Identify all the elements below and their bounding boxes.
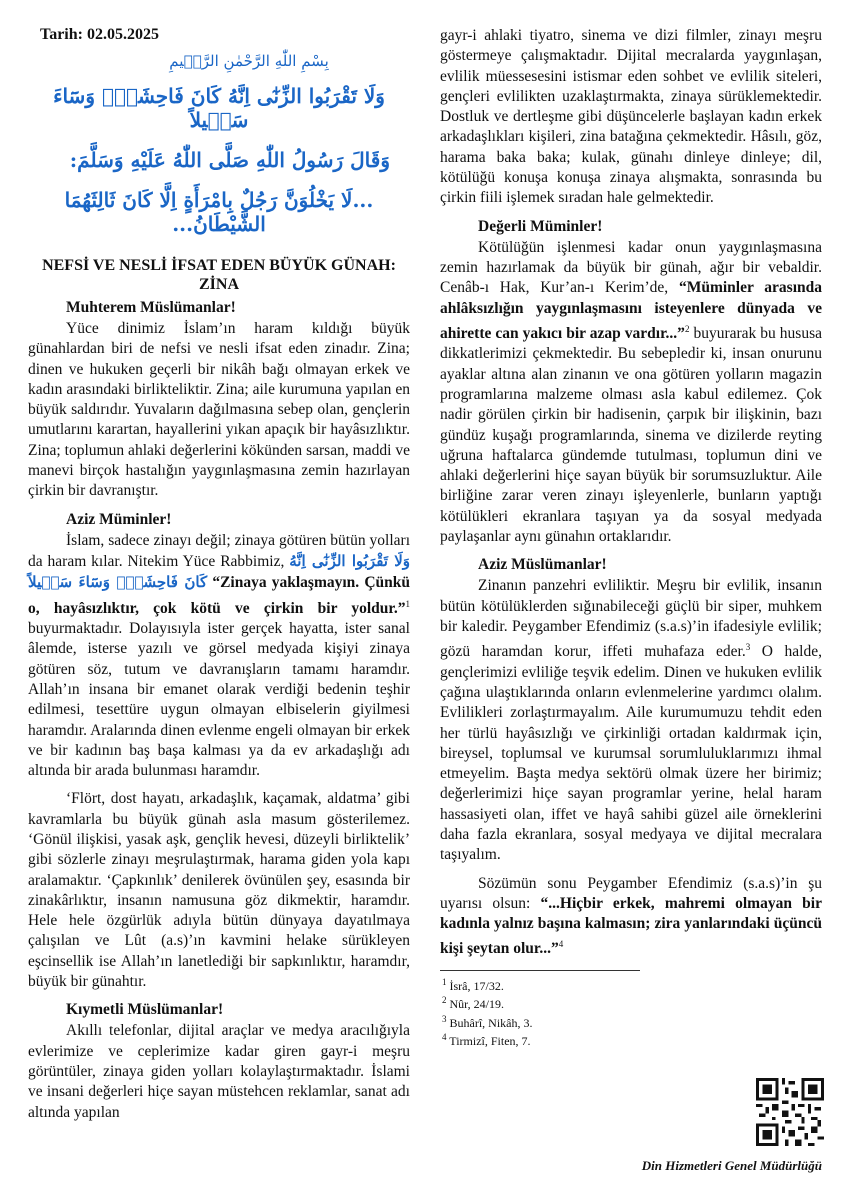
footnote-text: Tirmizî, Fiten, 7. <box>449 1034 531 1049</box>
paragraph-text: O halde, gençlerimizi evliliğe teşvik edelim. Dinen ve hukuken evlilik çağına ulaştıklarında onların evlenmelerine yardımcı olalım. Evlilikleri zorlaştırmayalım. Aile kurumumuzu tehdit eden her türlü hayâsızlığı ve çirkinliği ortadan kaldırmak için, bireysel, toplumsal ve kurumsal sorumluluklarımızı ihmal etmeyelim. Başta medya sektörü olmak üzere her birimiz; değerlerimizi hiçe sayan programlar yerine, helal haram hassasiyeti olan, iffet ve hayâ sahibi güzel aile örneklerini daha fazla ekranlara, sosyal medyaya ve dijital mecralara taşıyalım. <box>440 643 822 864</box>
paragraph <box>440 238 822 548</box>
hadith-text: ...لَا يَخْلُوَنَّ رَجُلٌ بِامْرَأَةٍ اِلَّا كَانَ ثَالِثَهُمَا الشَّيْطَانُ... <box>64 188 374 236</box>
footnote-number: 1 <box>442 976 447 987</box>
paragraph-text: buyurarak bu hususa dikkatlerimizi çekmektedir. Bu sebepledir ki, insan onurunu ayaklar altına alan zinanın ve ona götüren yolların magazin programlarına malzeme olması asla kabul edilemez. Çok nadir görülen çirkin bir hadisenin, çarpık bir ilişkinin, bazı gündüz kuşağı programlarında, sinema ve dizilerde reyting uğruna haftalarca gündemde tutulması, toplumun dini ve ahlaki değerlerini hiçe sayan büyük bir sorumsuzluktur. Aile birliğine zarar veren zinayı işleyenlerle, bunların yaptığı kötülükleri ekranlara taşıyan ya da sosyal medyada paylaşanlar aynı günahın ortaklarıdır. <box>440 325 822 545</box>
footnotes <box>440 975 822 1049</box>
footnote-number: 4 <box>442 1032 447 1043</box>
section-heading: Değerli Müminler! <box>478 217 603 235</box>
title-line-1: NEFSİ VE NESLİ İFSAT EDEN BÜYÜK GÜNAH: <box>42 257 396 274</box>
paragraph: Yüce dinimiz İslam’ın haram kıldığı büyük günahlardan biri de nefsi ve nesli ifsat eden zinadır. Zina; dinen ve hukuken geçerli bir nikâh bağı olmayan erkek ve kadın arasındaki birlikteliktir. Zina; aile kurumuna yapılan en büyük saldırıdır. Yuvaların dağılmasına sebep olan, gençlerin umutlarını karartan, hayallerini yıkan apaçık bir hayâsızlıktır. Zina; toplumun ahlaki değerlerini kökünden sarsan, maddi ve manevi birçok hastalığın yaygınlaşmasına zemin hazırlayan çirkin bir davranıştır. <box>28 320 410 500</box>
qr-code[interactable] <box>756 1078 824 1146</box>
right-column <box>440 26 822 1049</box>
section-heading: Aziz Müslümanlar! <box>478 556 607 574</box>
section-heading: Muhterem Müslümanlar! <box>66 299 236 316</box>
footnote-ref: 3 <box>745 642 751 653</box>
title-line-2: ZİNA <box>198 276 239 293</box>
footnote <box>442 975 822 994</box>
footnote-ref: 1 <box>405 598 410 609</box>
paragraph <box>440 874 822 960</box>
verse-translation: “Zinaya yaklaşmayın. Çünkü o, hayâsızlıktır, çok kötü ve çirkin bir yoldur.” <box>28 574 410 617</box>
footnote-text: İsrâ, 17/32. <box>449 978 504 993</box>
paragraph: Akıllı telefonlar, dijital araçlar ve medya aracılığıyla evlerimize ve ceplerimize kadar giren gayr-i meşru görüntüler, zinaya giden yolları kolaylaştırmaktadır. İslami ve insani değerleri hiçe sayan müstehcen reklamlar, sanat adı altında yapılan <box>28 1022 410 1121</box>
footnote <box>442 993 822 1012</box>
footnote <box>442 1012 822 1031</box>
hadith-intro: وَقَالَ رَسُولُ اللّٰهِ صَلَّى اللّٰهُ عَلَيْهِ وَسَلَّمَ: <box>69 148 390 172</box>
left-column <box>28 26 410 1131</box>
paragraph-text: İslam, sadece zinayı değil; zinaya götüren bütün yolları da haram kılar. Nitekim Yüce Rabbimiz, <box>28 531 410 570</box>
footnote-number: 2 <box>442 995 447 1006</box>
paragraph <box>28 531 410 782</box>
ayah-verse: وَلَا تَقْرَبُوا الزِّنٰٓى اِنَّهُ كَانَ فَاحِشَةًۜ وَسَٓاءَ سَب۪يلاً <box>53 84 385 132</box>
footnote-text: Buhârî, Nikâh, 3. <box>449 1015 533 1030</box>
sermon-title <box>28 256 410 294</box>
footnote-ref: 2 <box>684 323 690 334</box>
paragraph-text: Sözümün sonu Peygamber Efendimiz (s.a.s)’in şu uyarısı olsun: <box>440 874 822 912</box>
verse-translation: “Müminler arasında ahlâksızlığın yaygınlaşmasını isteyenlere dünyada ve ahirette can yakıcı bir azap vardır...” <box>440 279 823 343</box>
footnote-number: 3 <box>442 1013 447 1024</box>
section-heading: Kıymetli Müslümanlar! <box>66 1001 224 1019</box>
basmala-calligraphy: بِسْمِ اللّٰهِ الرَّحْمٰنِ الرَّح۪يمِ <box>169 52 329 70</box>
paragraph <box>440 576 822 865</box>
paragraph-text: Zinanın panzehri evliliktir. Meşru bir evlilik, insanın bütün kötülüklerden sığınabileceği güçlü bir siper, muhkem bir kaledir. Peygamber Efendimiz (s.a.s)’in ifadesiyle evlilik; gözü haramdan korur, iffeti muhafaza eder. <box>440 577 822 661</box>
paragraph: gayr-i ahlaki tiyatro, sinema ve dizi filmler, zinayı meşru göstermeye çalışmaktadır. Dijital mecralarda yaygınlaşan, evlilik müessesesini istismar eden sohbet ve evlilik siteleri, gençleri evlilikten uzaklaştırmakta, zinaya sürüklemektedir. Dostluk ve dertleşme gibi düşüncelerle başlayan kadın erkek arkadaşlıkları kişileri, zina batağına çekmektedir. Hâsılı, göz, harama baka baka; kulak, günahı dinleye dinleye; dil, kötülüğü konuşa konuşa zinaya alışmakta, sonrasında bu çirkin fiili işlemek sıradan hale gelmektedir. <box>440 27 822 207</box>
inline-arabic-verse: وَلَا تَقْرَبُوا الزِّنٰٓى اِنَّهُ كَانَ فَاحِشَةًۜ وَسَٓاءَ سَب۪يلاً <box>28 551 411 592</box>
signature: Din Hizmetleri Genel Müdürlüğü <box>641 1158 822 1173</box>
section-heading: Aziz Müminler! <box>66 510 172 528</box>
footnote-text: Nûr, 24/19. <box>449 997 505 1012</box>
paragraph: ‘Flört, dost hayatı, arkadaşlık, kaçamak, aldatma’ gibi kavramlarla bu büyük günah asla masum gösterilemez. ‘Gönül ilişkisi, yasak aşk, gençlik hevesi, düzeyli birliktelik’ gibi sözlerle zinayı meşrulaştırmak, harama giden yola kapı aralamaktır. ‘Çapkınlık’ denilerek övünülen şey, esasında bir zinakârlıktır, insanın namusuna göz dikmektir, haramdır. Hele hele özgürlük adıyla bütün dünyaya dayatılmaya çalışılan ve Lût (a.s)’ın kavmini helake sürükleyen eşcinsellik ise Allah’ın lanetlediği bir sapkınlıktır, haramdır, büyük bir günahtır. <box>28 790 410 991</box>
paragraph-text: buyurmaktadır. Dolayısıyla ister gerçek hayatta, ister sanal âlemde, isterse yazılı ve görsel medyada kişiyi zinaya götüren söz, tutum ve davranışların tamamı haramdır. Allah’ın insana bir emanet olarak verdiği bedenin teşhir edilmesi, tesettüre uygun olmayan elbiselerin giyilmesi haramdır. Aralarında dinen evlenme engeli olmayan bir erkek ve bir kadının baş başa kalması ya da ev arkadaşlığı adı altında bir arada bulunması haramdır. <box>28 620 410 780</box>
footnote-divider <box>440 970 640 971</box>
hadith-translation: “...Hiçbir erkek, mahremi olmayan bir kadınla yalnız başına kalmasın; zira yanlarındaki üçüncü kişi şeytan olur...” <box>440 894 822 958</box>
footnote <box>442 1030 822 1049</box>
paragraph-text: Kötülüğün işlenmesi kadar onun yaygınlaşmasına zemin hazırlamak da büyük bir günah, ağır bir vebaldir. Cenâb-ı Hak, Kur’an-ı Kerim’de, <box>440 238 822 297</box>
date: Tarih: 02.05.2025 <box>40 26 159 43</box>
footnote-ref: 4 <box>558 939 564 950</box>
